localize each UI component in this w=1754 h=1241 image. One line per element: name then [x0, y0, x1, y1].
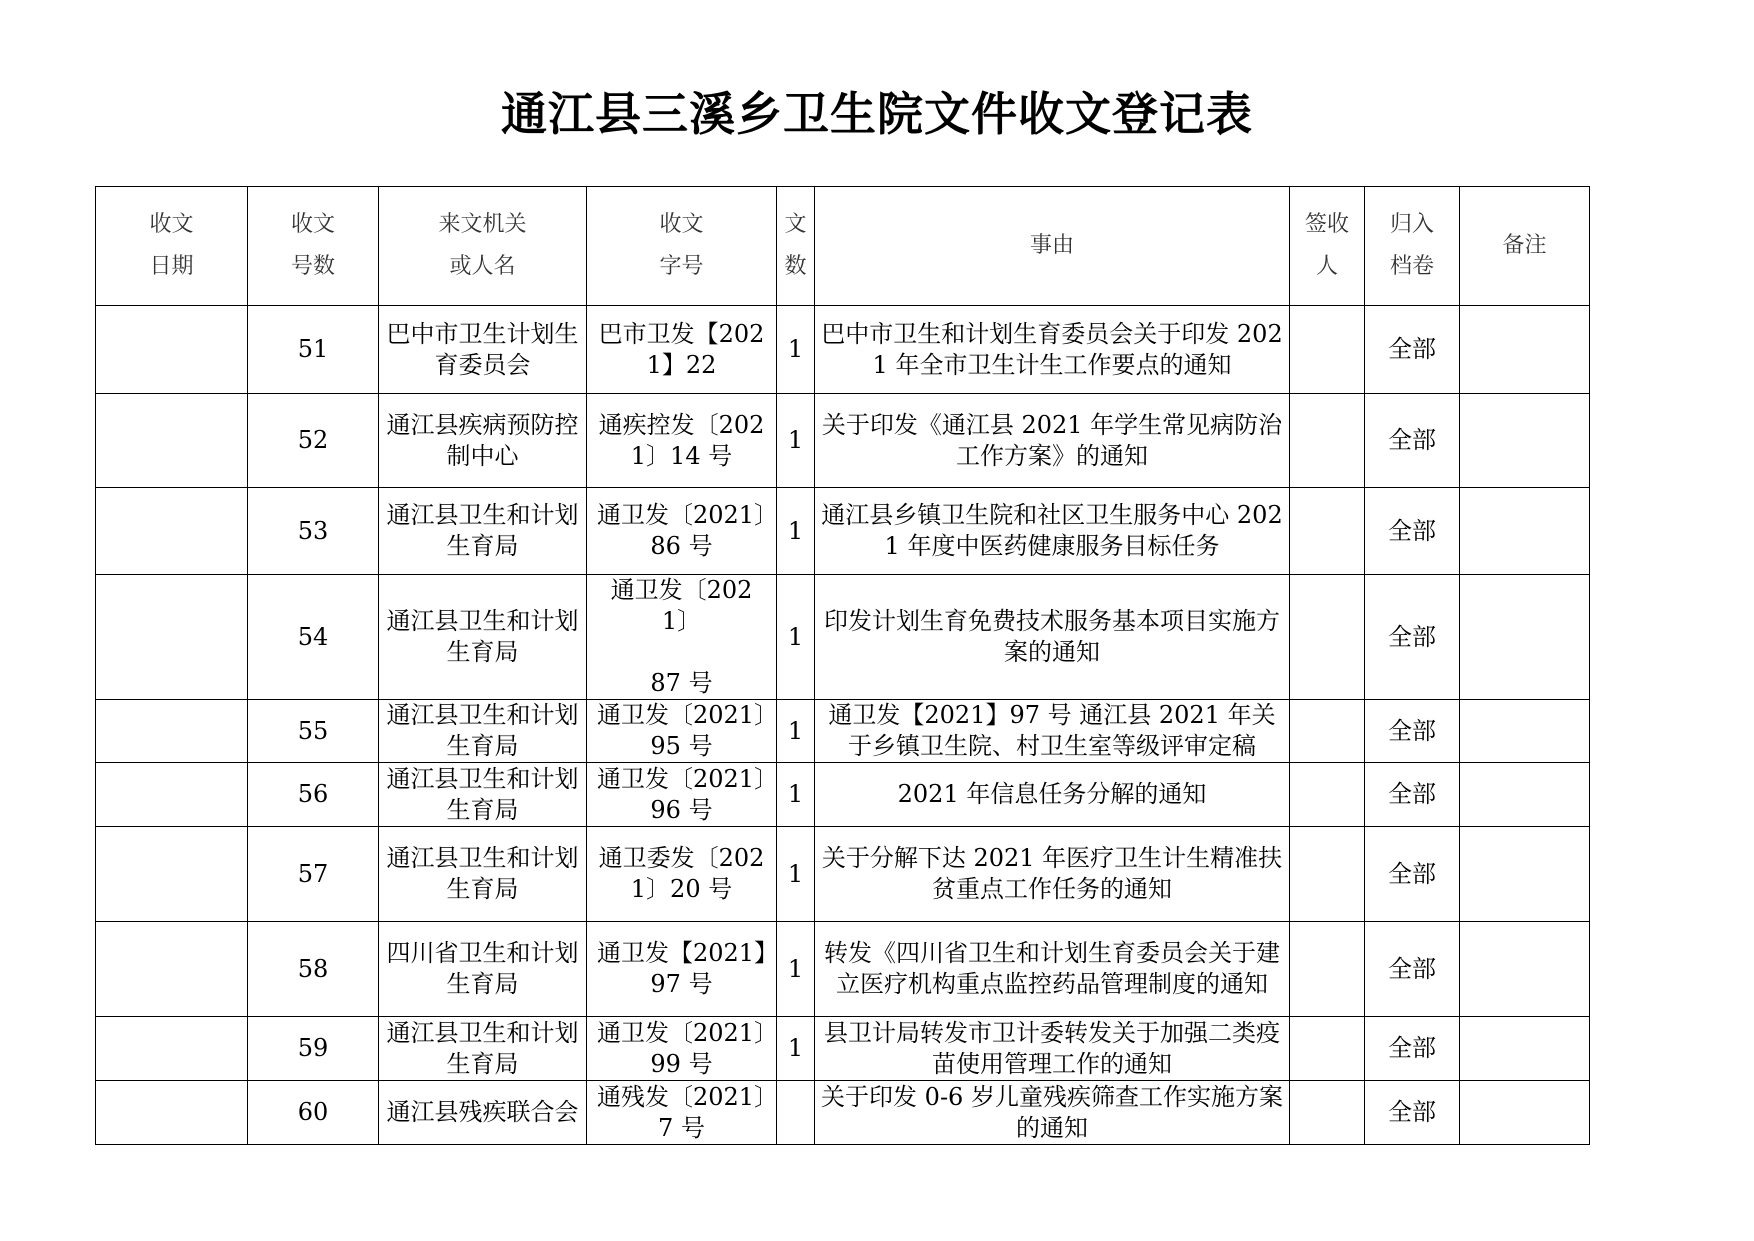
- cell-subject-text: 通卫发【2021】97 号 通江县 2021 年关于乡镇卫生院、村卫生室等级评审定稿: [828, 701, 1276, 760]
- cell-remark: [1460, 394, 1590, 488]
- cell-docno: [587, 827, 777, 922]
- cell-count-text: 1: [787, 1034, 804, 1062]
- cell-signer: [1290, 1017, 1365, 1081]
- cell-archive: [1365, 306, 1460, 394]
- cell-seq-text: 51: [297, 335, 329, 363]
- cell-seq: [248, 1081, 379, 1145]
- header-subject: 事由: [815, 187, 1290, 306]
- cell-date: [96, 700, 248, 763]
- header-signer: 签收 人: [1290, 187, 1365, 306]
- cell-archive-text: 全部: [1388, 1034, 1436, 1062]
- cell-docno-text: 巴市卫发【2021】22: [598, 319, 765, 379]
- cell-count: [777, 700, 815, 763]
- cell-docno-text: 通疾控发〔2021〕14 号: [598, 410, 765, 470]
- cell-remark: [1460, 763, 1590, 827]
- header-docno: 收文 字号: [587, 187, 777, 306]
- cell-docno: [587, 394, 777, 488]
- cell-docno-text: 通卫委发〔2021〕20 号: [598, 844, 765, 903]
- cell-date: [96, 394, 248, 488]
- cell-remark: [1460, 488, 1590, 575]
- cell-count: [777, 922, 815, 1017]
- cell-count: [777, 827, 815, 922]
- cell-count: [777, 306, 815, 394]
- cell-seq: [248, 488, 379, 575]
- cell-signer: [1290, 575, 1365, 700]
- cell-subject: [815, 575, 1290, 700]
- cell-sender: [379, 700, 587, 763]
- cell-count-text: 1: [787, 859, 804, 888]
- cell-count-text: 1: [787, 622, 804, 651]
- cell-seq: [248, 827, 379, 922]
- cell-signer: [1290, 488, 1365, 575]
- header-date: 收文 日期: [96, 187, 248, 306]
- cell-archive: [1365, 1081, 1460, 1145]
- cell-count: [777, 394, 815, 488]
- cell-archive: [1365, 922, 1460, 1017]
- cell-sender-text: 通江县疾病预防控制中心: [386, 410, 579, 470]
- cell-signer: [1290, 700, 1365, 763]
- cell-archive: [1365, 488, 1460, 575]
- cell-docno: [587, 306, 777, 394]
- cell-docno-text: 通残发〔2021〕7 号: [596, 1082, 767, 1142]
- cell-sender-text: 通江县卫生和计划生育局: [386, 844, 579, 903]
- cell-count-text: 1: [787, 780, 804, 808]
- cell-archive: [1365, 575, 1460, 700]
- cell-date: [96, 922, 248, 1017]
- cell-subject-text: 巴中市卫生和计划生育委员会关于印发 2021 年全市卫生计生工作要点的通知: [821, 319, 1283, 379]
- table-row: [96, 1081, 1590, 1145]
- cell-count-text: 1: [787, 716, 804, 745]
- cell-archive: [1365, 827, 1460, 922]
- cell-count: [777, 488, 815, 575]
- cell-seq-text: 60: [297, 1098, 329, 1126]
- cell-docno-text: 通卫发〔2021〕96 号: [596, 764, 767, 824]
- cell-count-text: 1: [787, 426, 804, 454]
- cell-sender: [379, 922, 587, 1017]
- cell-seq-text: 55: [297, 716, 329, 745]
- cell-sender-text: 通江县卫生和计划生育局: [386, 764, 579, 824]
- cell-sender: [379, 575, 587, 700]
- cell-sender: [379, 827, 587, 922]
- table-row: [96, 394, 1590, 488]
- cell-docno: [587, 575, 777, 700]
- cell-docno-text: 通卫发〔2021〕99 号: [596, 1018, 767, 1078]
- cell-subject: [815, 1017, 1290, 1081]
- cell-docno: [587, 763, 777, 827]
- cell-remark: [1460, 1081, 1590, 1145]
- cell-sender-text: 通江县卫生和计划生育局: [386, 1018, 579, 1078]
- cell-seq-text: 53: [297, 516, 329, 545]
- cell-archive-text: 全部: [1388, 335, 1436, 363]
- cell-sender: [379, 394, 587, 488]
- cell-date: [96, 306, 248, 394]
- cell-subject: [815, 827, 1290, 922]
- cell-subject-text: 转发《四川省卫生和计划生育委员会关于建立医疗机构重点监控药品管理制度的通知: [824, 939, 1280, 998]
- page-title: 通江县三溪乡卫生院文件收文登记表: [501, 87, 1253, 141]
- cell-subject-text: 关于印发《通江县 2021 年学生常见病防治工作方案》的通知: [821, 410, 1283, 470]
- cell-signer: [1290, 763, 1365, 827]
- cell-remark: [1460, 700, 1590, 763]
- cell-docno-text: 通卫发〔2021〕86 号: [596, 501, 767, 560]
- cell-seq: [248, 575, 379, 700]
- cell-docno-text: 通卫发【2021】97 号: [596, 939, 767, 998]
- cell-seq-text: 52: [297, 426, 329, 454]
- cell-subject-text: 通江县乡镇卫生院和社区卫生服务中心 2021 年度中医药健康服务目标任务: [821, 501, 1283, 560]
- cell-date: [96, 575, 248, 700]
- header-seq: 收文 号数: [248, 187, 379, 306]
- cell-subject-text: 关于分解下达 2021 年医疗卫生计生精准扶贫重点工作任务的通知: [821, 844, 1283, 903]
- cell-count: [777, 763, 815, 827]
- cell-sender-text: 通江县卫生和计划生育局: [386, 701, 579, 760]
- cell-subject: [815, 394, 1290, 488]
- table-row: [96, 575, 1590, 700]
- cell-docno: [587, 1017, 777, 1081]
- cell-seq-text: 59: [297, 1034, 329, 1062]
- cell-signer: [1290, 306, 1365, 394]
- cell-docno: [587, 488, 777, 575]
- cell-subject: [815, 488, 1290, 575]
- cell-docno: [587, 700, 777, 763]
- cell-date: [96, 763, 248, 827]
- cell-seq: [248, 306, 379, 394]
- cell-subject: [815, 306, 1290, 394]
- table-row: [96, 922, 1590, 1017]
- cell-archive-text: 全部: [1388, 1098, 1436, 1126]
- cell-count: [777, 1017, 815, 1081]
- cell-subject-text: 县卫计局转发市卫计委转发关于加强二类疫苗使用管理工作的通知: [824, 1018, 1280, 1078]
- cell-sender: [379, 1017, 587, 1081]
- cell-sender-text: 通江县残疾联合会: [386, 1098, 579, 1126]
- cell-signer: [1290, 394, 1365, 488]
- cell-remark: [1460, 1017, 1590, 1081]
- cell-docno-text: 通卫发〔2021〕 87 号: [610, 576, 753, 697]
- cell-subject-text: 关于印发 0-6 岁儿童残疾筛查工作实施方案的通知: [821, 1082, 1283, 1142]
- cell-count-text: 1: [787, 335, 804, 363]
- cell-subject: [815, 700, 1290, 763]
- cell-docno: [587, 1081, 777, 1145]
- cell-sender-text: 巴中市卫生计划生育委员会: [386, 319, 579, 379]
- cell-signer: [1290, 1081, 1365, 1145]
- cell-count-text: 1: [787, 954, 804, 983]
- cell-subject: [815, 1081, 1290, 1145]
- cell-seq-text: 57: [297, 859, 329, 888]
- cell-seq-text: 58: [297, 954, 329, 983]
- cell-subject: [815, 763, 1290, 827]
- cell-archive-text: 全部: [1388, 716, 1436, 745]
- cell-archive-text: 全部: [1388, 622, 1436, 651]
- cell-archive-text: 全部: [1388, 516, 1436, 545]
- cell-count: [777, 1081, 815, 1145]
- cell-seq: [248, 394, 379, 488]
- table-row: [96, 700, 1590, 763]
- cell-sender-text: 通江县卫生和计划生育局: [386, 501, 579, 560]
- cell-archive-text: 全部: [1388, 859, 1436, 888]
- cell-sender-text: 四川省卫生和计划生育局: [386, 939, 579, 998]
- cell-seq: [248, 1017, 379, 1081]
- table-row: [96, 827, 1590, 922]
- header-archive: 归入 档卷: [1365, 187, 1460, 306]
- cell-count-text: 1: [787, 516, 804, 545]
- header-sender: 来文机关 或人名: [379, 187, 587, 306]
- cell-remark: [1460, 827, 1590, 922]
- cell-seq-text: 54: [297, 622, 329, 651]
- table-row: [96, 306, 1590, 394]
- cell-seq: [248, 763, 379, 827]
- cell-sender: [379, 1081, 587, 1145]
- table-row: [96, 763, 1590, 827]
- cell-date: [96, 488, 248, 575]
- cell-count: [777, 575, 815, 700]
- cell-seq: [248, 700, 379, 763]
- cell-sender: [379, 306, 587, 394]
- cell-seq: [248, 922, 379, 1017]
- cell-subject-text: 印发计划生育免费技术服务基本项目实施方案的通知: [824, 607, 1280, 666]
- cell-remark: [1460, 306, 1590, 394]
- cell-archive: [1365, 394, 1460, 488]
- cell-signer: [1290, 922, 1365, 1017]
- register-table: [95, 186, 1590, 1145]
- cell-archive: [1365, 763, 1460, 827]
- cell-signer: [1290, 827, 1365, 922]
- table-row: [96, 1017, 1590, 1081]
- header-remark: 备注: [1460, 187, 1590, 306]
- cell-sender: [379, 488, 587, 575]
- cell-date: [96, 1081, 248, 1145]
- cell-docno-text: 通卫发〔2021〕95 号: [596, 701, 767, 760]
- cell-archive-text: 全部: [1388, 954, 1436, 983]
- cell-archive: [1365, 1017, 1460, 1081]
- header-row: [96, 187, 1590, 306]
- table-row: [96, 488, 1590, 575]
- cell-sender: [379, 763, 587, 827]
- cell-archive: [1365, 700, 1460, 763]
- cell-remark: [1460, 922, 1590, 1017]
- cell-date: [96, 827, 248, 922]
- cell-sender-text: 通江县卫生和计划生育局: [386, 607, 579, 666]
- cell-seq-text: 56: [297, 780, 329, 808]
- header-count: 文 数: [777, 187, 815, 306]
- cell-subject: [815, 922, 1290, 1017]
- cell-archive-text: 全部: [1388, 780, 1436, 808]
- cell-remark: [1460, 575, 1590, 700]
- cell-subject-text: 2021 年信息任务分解的通知: [897, 780, 1207, 808]
- cell-docno: [587, 922, 777, 1017]
- cell-date: [96, 1017, 248, 1081]
- cell-archive-text: 全部: [1388, 426, 1436, 454]
